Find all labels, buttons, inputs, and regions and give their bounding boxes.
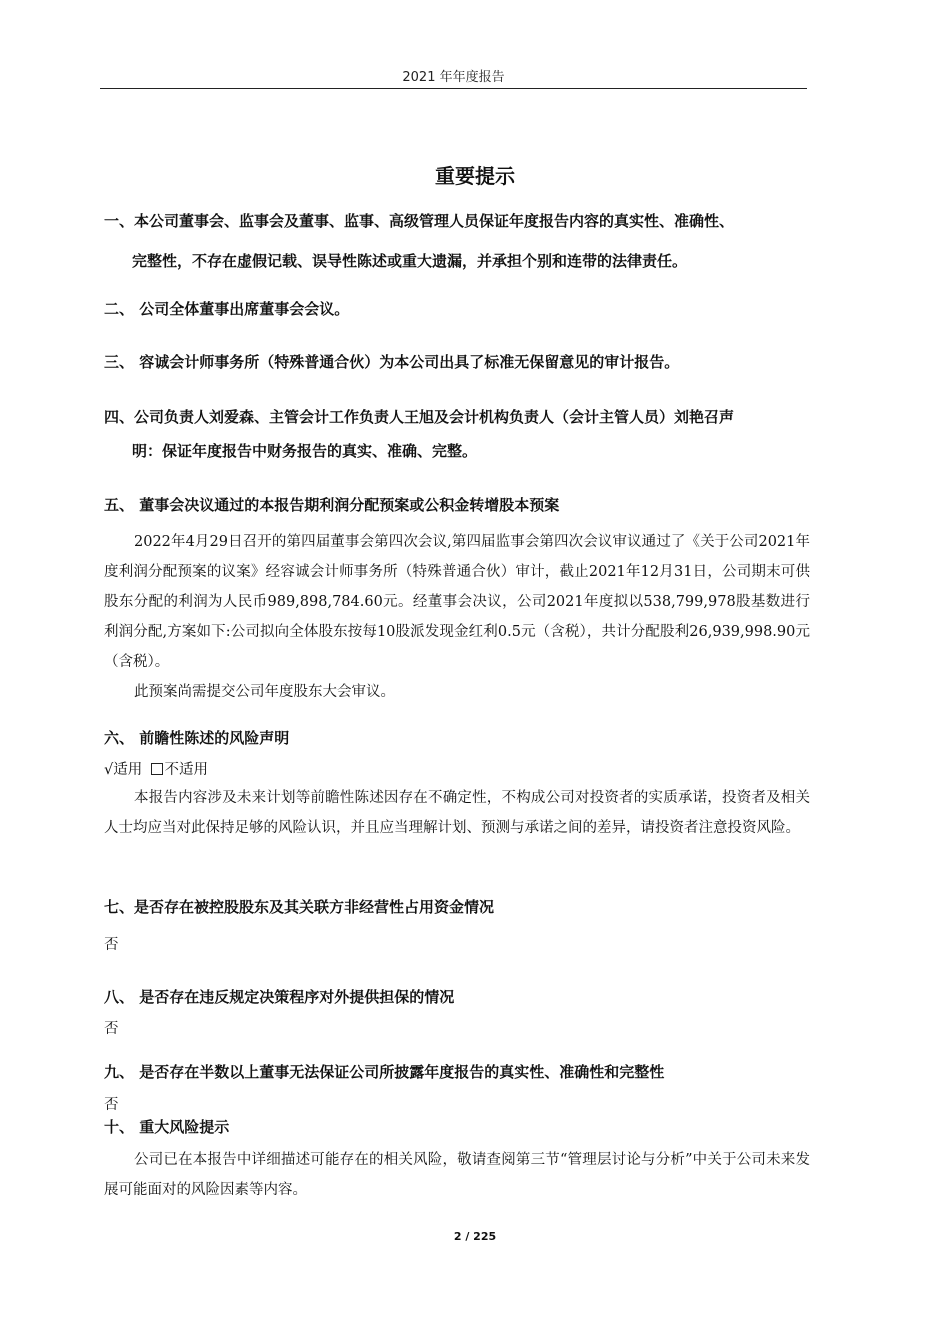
section-7-heading: 七、是否存在被控股股东及其关联方非经营性占用资金情况 <box>104 898 495 916</box>
section-5-note: 此预案尚需提交公司年度股东大会审议。 <box>134 684 395 700</box>
section-1-line-2: 完整性，不存在虚假记载、误导性陈述或重大遗漏，并承担个别和连带的法律责任。 <box>132 252 688 270</box>
empty-checkbox-icon <box>151 763 163 775</box>
applicable-label: 适用 <box>113 762 143 778</box>
check-mark-icon: √ <box>104 762 114 778</box>
section-8-answer: 否 <box>104 1021 119 1037</box>
section-3: 三、 容诚会计师事务所（特殊普通合伙）为本公司出具了标准无保留意见的审计报告。 <box>104 353 680 371</box>
section-5-heading: 五、 董事会决议通过的本报告期利润分配预案或公积金转增股本预案 <box>104 496 560 514</box>
running-header: 2021 年年度报告 <box>402 70 505 85</box>
section-7-body <box>104 930 810 960</box>
section-4 <box>104 402 810 466</box>
section-1 <box>104 206 810 276</box>
section-9-answer: 否 <box>104 1097 119 1113</box>
section-6-body <box>104 783 810 843</box>
header-divider <box>100 88 807 89</box>
section-6-heading: 六、 前瞻性陈述的风险声明 <box>104 729 290 747</box>
applicability-options <box>104 755 810 785</box>
section-5-paragraph: 2022年4月29日召开的第四届董事会第四次会议,第四届监事会第四次会议审议通过了《关于公司2021年度利润分配预案的议案》经容诚会计师事务所（特殊普通合伙）审计，截止2021年12月31日，公司期末可供股东分配的利润为人民币989,898,784.60元。经董事会决议，公司2021年度拟以538,799,978股基数进行利润分配,方案如下:公司拟向全体股东按每10股派发现金红利0.5元（含税），共计分配股利26,939,998.90元（含税）。 <box>104 534 810 670</box>
not-applicable-label: 不适用 <box>164 762 208 778</box>
page-title: 重要提示 <box>435 164 515 188</box>
section-6-paragraph: 本报告内容涉及未来计划等前瞻性陈述因存在不确定性，不构成公司对投资者的实质承诺，投资者及相关人士均应当对此保持足够的风险认识，并且应当理解计划、预测与承诺之间的差异，请投资者注意投资风险。 <box>104 790 810 836</box>
section-4-line-1: 四、公司负责人刘爱森、主管会计工作负责人王旭及会计机构负责人（会计主管人员）刘艳召声 <box>104 408 735 426</box>
section-8-body <box>104 1014 810 1044</box>
section-10-heading: 十、 重大风险提示 <box>104 1118 230 1136</box>
section-5-body <box>104 527 810 707</box>
section-2: 二、 公司全体董事出席董事会会议。 <box>104 300 350 318</box>
section-9-heading: 九、 是否存在半数以上董事无法保证公司所披露年度报告的真实性、准确性和完整性 <box>104 1063 665 1081</box>
section-1-line-1: 一、本公司董事会、监事会及董事、监事、高级管理人员保证年度报告内容的真实性、准确性、 <box>104 212 735 230</box>
section-8-heading: 八、 是否存在违反规定决策程序对外提供担保的情况 <box>104 988 455 1006</box>
page-number: 2 / 225 <box>453 1230 497 1243</box>
section-4-line-2: 明：保证年度报告中财务报告的真实、准确、完整。 <box>132 442 478 460</box>
section-10-paragraph: 公司已在本报告中详细描述可能存在的相关风险，敬请查阅第三节“管理层讨论与分析”中关于公司未来发展可能面对的风险因素等内容。 <box>104 1152 810 1198</box>
section-7-answer: 否 <box>104 937 119 953</box>
section-10-body <box>104 1145 810 1205</box>
